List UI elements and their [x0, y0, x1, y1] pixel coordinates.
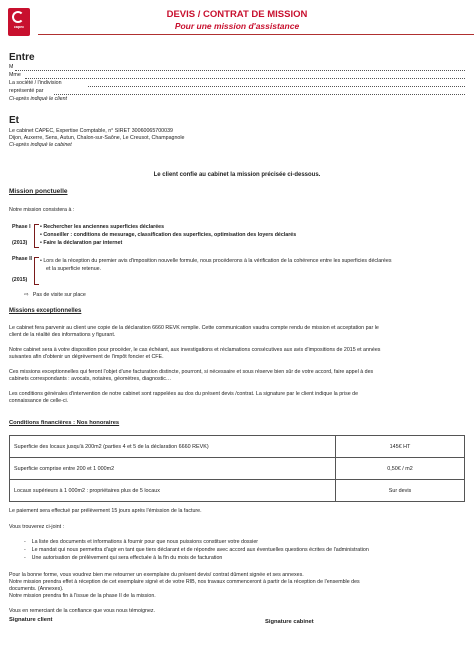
phase1-item-2: • Conseiller : conditions de mesurage, classification des superficies, optimisation des loyers déclarés	[40, 232, 297, 238]
cabinet-line-2: Dijon, Auxerre, Sens, Autun, Chalon-sur-Saône, Le Creusot, Champagnole	[9, 135, 185, 141]
mission-lead: Notre mission consistera à :	[9, 207, 75, 213]
phase2-line-2: et la superficie retenue.	[46, 266, 102, 272]
fees-table	[9, 435, 465, 502]
field-m-label: M	[9, 64, 14, 70]
closing-line-1: Pour la bonne forme, vous voudrez bien me retourner un exemplaire du présent devis/ contrat dûment signée et ses annexes.	[9, 572, 304, 578]
fee-value: Sur devis	[336, 480, 465, 502]
field-m-line[interactable]	[15, 70, 465, 71]
fee-label: Locaux supérieurs à 1 000m2 : propriétaires plus de 5 locaux	[10, 480, 336, 502]
exc-p2-l2: suivantes afin d'obtenir un dégrèvement de l'impôt foncier et CFE.	[9, 354, 164, 360]
intro-statement: Le client confie au cabinet la mission précisée ci-dessous.	[153, 172, 321, 178]
joint-item-3: - Une autorisation de prélèvement qui sera effectuée à la fin du mois de facturation	[24, 555, 223, 561]
logo-text: capec	[13, 25, 25, 29]
et-heading: Et	[9, 115, 19, 126]
cabinet-line-1: Le cabinet CAPEC, Expertise Comptable, n° SIRET 30060065700039	[9, 128, 173, 134]
exc-p1-l2: client de la réalité des informations y figurant.	[9, 332, 116, 338]
signature-client[interactable]: Signature client	[9, 617, 53, 623]
closing-thanks: Vous en remerciant de la confiance que vous nous témoignez.	[9, 608, 156, 614]
fee-value: 0,50€ / m2	[336, 458, 465, 480]
table-row	[10, 458, 465, 480]
cabinet-note: Ci-après indiqué le cabinet	[9, 142, 72, 148]
conditions-heading: Conditions financières : Nos honoraires	[9, 420, 120, 426]
exc-p3-l1: Ces missions exceptionnelles qui feront l'objet d'une facturation distincte, pourront, si nécessaire et sous réserve bien sûr de votre accord, faire appel à des	[9, 369, 374, 375]
joint-item-2: - Le mandat qui nous permettra d'agir en tant que tiers déclarant et de répondre avec accord aux éventuelles questions écrites de l'administration	[24, 547, 369, 553]
field-represente-line[interactable]	[54, 94, 465, 95]
fee-value: 145€ HT	[336, 436, 465, 458]
visit-line: ⇨ Pas de visite sur place	[24, 292, 86, 298]
exc-p1-l1: Le cabinet fera parvenir au client une copie de la déclaration 6660 REVK remplie. Cette communication vaudra compte rendu de mission et acceptation par le	[9, 325, 379, 331]
field-represente-label: représenté par	[9, 88, 44, 94]
exc-p4-l2: connaissance de celle-ci.	[9, 398, 69, 404]
missions-exceptionnelles-heading: Missions exceptionnelles	[9, 308, 82, 314]
exc-p2-l1: Notre cabinet sera à votre disposition pour procéder, le cas échéant, aux investigations et réclamations consécutives aux avis d'impositions de 2015 et années	[9, 347, 381, 353]
table-row	[10, 436, 465, 458]
payment-note: Le paiement sera effectué par prélèvement 15 jours après l'émission de la facture.	[9, 508, 202, 514]
fee-label: Superficie des locaux jusqu'à 200m2 (parties 4 et 5 de la déclaration 6660 REVK)	[10, 436, 336, 458]
phase1-brace	[34, 224, 39, 248]
phase1-item-3: • Faire la déclaration par internet	[40, 240, 123, 246]
mission-ponctuelle-heading: Mission ponctuelle	[9, 188, 68, 195]
phase2-year: (2015)	[12, 277, 28, 283]
client-note: Ci-après indiqué le client	[9, 96, 68, 102]
joint-lead: Vous trouverez ci-joint :	[9, 524, 65, 530]
entre-heading: Entre	[9, 52, 35, 63]
closing-line-4: Notre mission prendra fin à l'issue de la phase II de la mission.	[9, 593, 156, 599]
signature-cabinet[interactable]: Signature cabinet	[265, 619, 314, 625]
field-societe-line[interactable]	[88, 86, 465, 87]
phase2-brace	[34, 257, 39, 285]
field-societe-label: La société / l'indivision	[9, 80, 62, 86]
phase1-label: Phase I	[12, 224, 31, 230]
header-rule	[38, 34, 474, 35]
field-mme-label: Mme	[9, 72, 21, 78]
table-row	[10, 480, 465, 502]
exc-p3-l2: cabinets correspondants : avocats, notaires, géomètres, diagnostic…	[9, 376, 172, 382]
arrow-icon: ⇨	[24, 292, 29, 298]
phase2-label: Phase II	[12, 256, 33, 262]
field-mme-line[interactable]	[25, 78, 465, 79]
exc-p4-l1: Les conditions générales d'intervention de notre cabinet sont rappelées au dos du présent devis /contrat. La signature par le client indique la prise de	[9, 391, 359, 397]
closing-line-3: documents. (Annexes).	[9, 586, 64, 592]
closing-line-2: Notre mission prendra effet à réception de cet exemplaire signé et de votre RIB, nos travaux commenceront à partir de la réception de l'ensemble des	[9, 579, 360, 585]
phase1-year: (2013)	[12, 240, 28, 246]
joint-item-1: - La liste des documents et informations à fournir pour que nous puissions constituer votre dossier	[24, 539, 259, 545]
document-subtitle: Pour une mission d'assistance	[174, 21, 300, 31]
document-title: DEVIS / CONTRAT DE MISSION	[166, 9, 308, 20]
phase2-line-1: • Lors de la réception du premier avis d'imposition nouvelle formule, nous procéderons à la vérification de la cohérence entre les superficies déclarées	[40, 258, 392, 264]
fee-label: Superficie comprise entre 200 et 1 000m2	[10, 458, 336, 480]
phase1-item-1: • Rechercher les anciennes superficies déclarées	[40, 224, 165, 230]
